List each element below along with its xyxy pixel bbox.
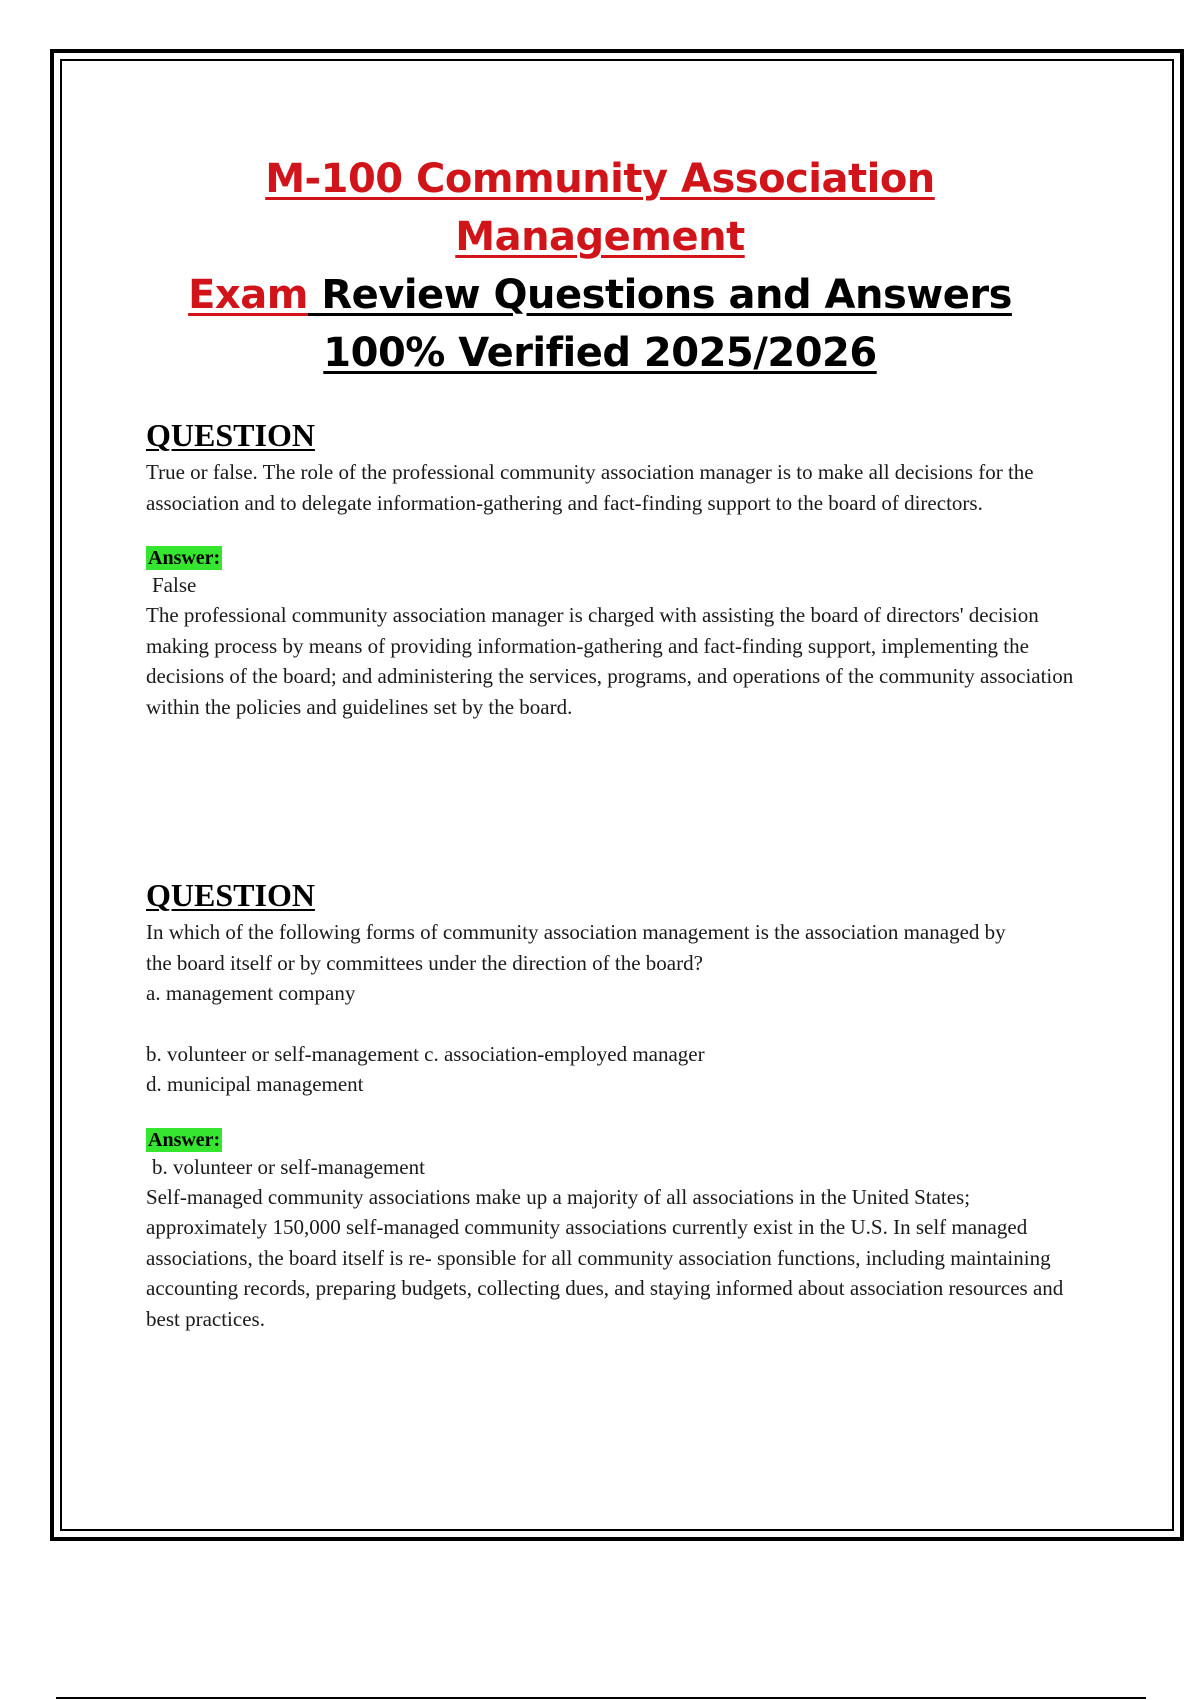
title-black-part: Review Questions and Answers 100% Verified 2025/2026 <box>307 272 1012 376</box>
option-d: d. municipal management <box>146 1072 364 1096</box>
question-block-2 <box>146 877 1106 1334</box>
question-text: True or false. The role of the professional community association manager is to make all decisions for the association and to delegate information-gathering and fact-finding support to the board of directors. <box>146 460 1034 515</box>
footer-divider <box>56 1697 1146 1699</box>
title-red-part-1: M-100 Community Association Management <box>265 156 935 260</box>
question-text: In which of the following forms of community association management is the association managed by the board itself or by committees under the direction of the board? <box>146 920 1006 975</box>
answer-label: Answer: <box>148 1128 221 1151</box>
title-red-part-2: Exam <box>188 272 308 318</box>
answer-value: b. volunteer or self-management <box>152 1154 425 1179</box>
answer-value: False <box>152 573 197 597</box>
question-heading: QUESTION <box>146 417 315 453</box>
answer-explanation: The professional community association manager is charged with assisting the board of directors' decision making process by means of providing information-gathering and fact-finding support, implementing the decisions of the board; and administering the services, programs, and operations of the community association within the policies and guidelines set by the board. <box>146 603 1074 719</box>
answer-explanation: Self-managed community associations make up a majority of all associations in the United States; approximately 150,000 self-managed community associations currently exist in the U.S. In self managed associations, the board itself is re- sponsible for all community association functions, including maintaining accounting records, preparing budgets, collecting dues, and staying informed about association resources and best practices. <box>146 1184 1064 1331</box>
option-a: a. management company <box>146 981 356 1005</box>
question-heading: QUESTION <box>146 877 315 913</box>
answer-label: Answer: <box>148 547 221 569</box>
option-b-c: b. volunteer or self-management c. association-employed manager <box>146 1041 705 1066</box>
question-block-1 <box>146 417 1106 722</box>
document-title <box>130 150 1070 382</box>
